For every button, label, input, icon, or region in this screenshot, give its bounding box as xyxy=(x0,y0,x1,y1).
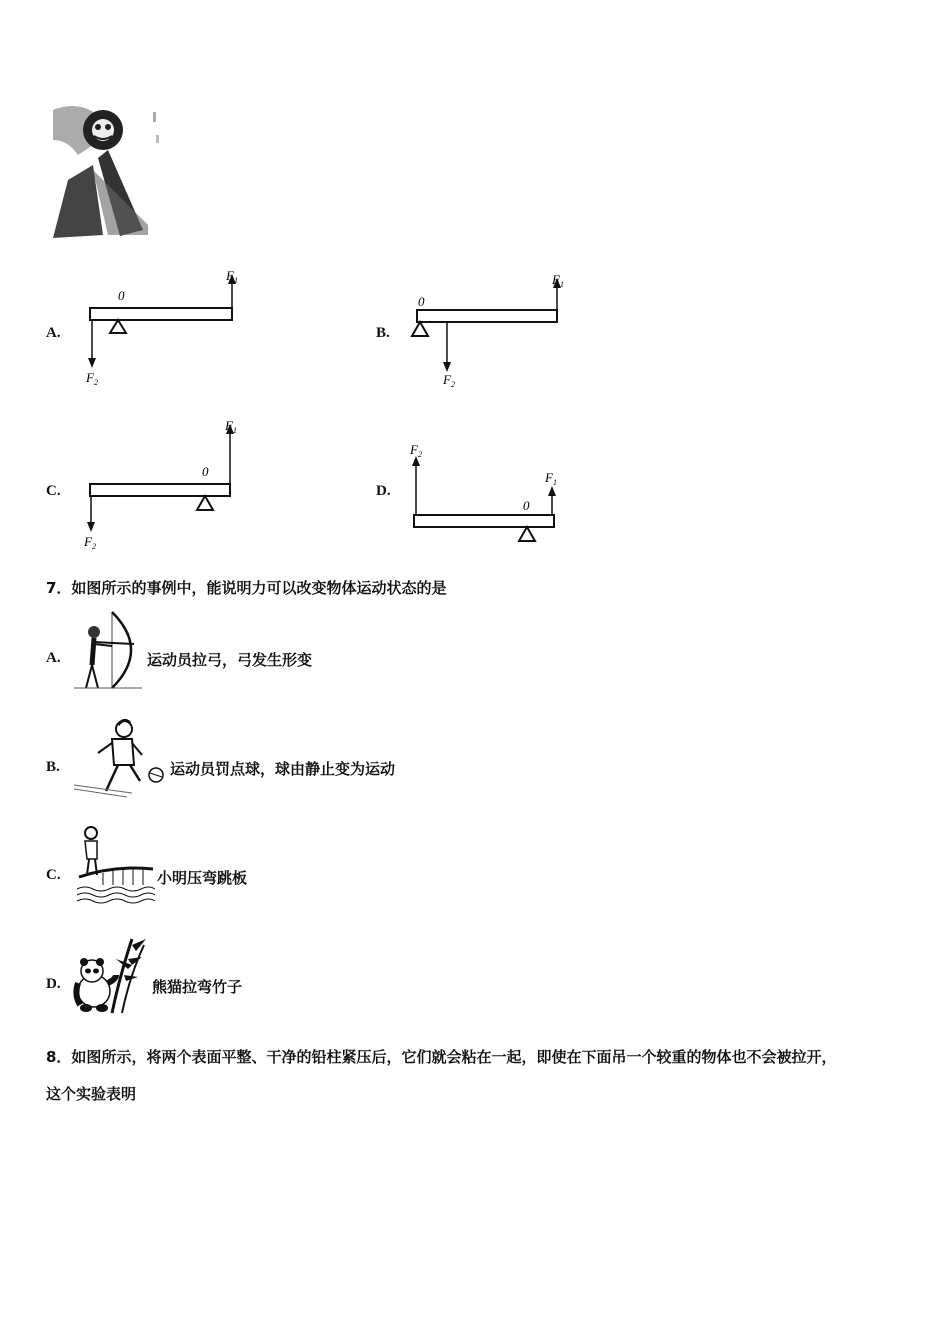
lever-option-b-label: B. xyxy=(376,325,390,341)
lever-photo xyxy=(48,100,163,240)
q7-option-b-caption: 运动员罚点球，球由静止变为运动 xyxy=(170,760,396,778)
panda-bamboo-image xyxy=(72,935,150,1015)
q7-option-c-caption: 小明压弯跳板 xyxy=(157,869,248,887)
lever-a-pivot: 0 xyxy=(118,288,125,303)
football-player-image xyxy=(72,715,168,799)
lever-option-d-diagram xyxy=(402,440,577,550)
archer-image xyxy=(72,610,144,690)
question-7-text: 7．如图所示的事例中，能说明力可以改变物体运动状态的是 xyxy=(46,579,447,597)
lever-b-pivot: 0 xyxy=(418,294,425,309)
q7-option-d-label: D. xyxy=(46,976,61,992)
lever-c-f2: $F_2$ xyxy=(84,534,96,551)
lever-option-a-diagram xyxy=(78,268,248,393)
question-8-text-line1: 8．如图所示，将两个表面平整、干净的铅柱紧压后，它们就会粘在一起，即使在下面吊一个较重的物体也不会被拉开， xyxy=(46,1048,837,1066)
q7-option-d-caption: 熊猫拉弯竹子 xyxy=(152,978,243,996)
lever-c-f1: $F_1$ xyxy=(225,418,237,435)
lever-d-f2: $F_2$ xyxy=(410,442,422,459)
lever-b-f1: $F_1$ xyxy=(552,272,564,289)
lever-d-f1: $F_1$ xyxy=(545,470,557,487)
lever-photo-graphic xyxy=(48,100,163,240)
diving-board-image xyxy=(75,825,155,905)
lever-b-f2: $F_2$ xyxy=(443,372,455,389)
lever-a-f2: $F_2$ xyxy=(86,370,98,387)
lever-option-b-diagram xyxy=(405,272,580,392)
q7-option-a-label: A. xyxy=(46,650,61,666)
lever-option-d-label: D. xyxy=(376,483,391,499)
lever-option-c-diagram xyxy=(78,412,253,552)
lever-c-pivot: 0 xyxy=(202,464,209,479)
q7-option-c-label: C. xyxy=(46,867,61,883)
q7-option-a-caption: 运动员拉弓，弓发生形变 xyxy=(147,651,313,669)
question-8-text-line2: 这个实验表明 xyxy=(46,1085,137,1103)
lever-option-a-label: A. xyxy=(46,325,61,341)
q7-option-b-label: B. xyxy=(46,759,60,775)
lever-option-c-label: C. xyxy=(46,483,61,499)
lever-d-pivot: 0 xyxy=(523,498,530,513)
lever-a-f1: $F_1$ xyxy=(226,268,238,285)
